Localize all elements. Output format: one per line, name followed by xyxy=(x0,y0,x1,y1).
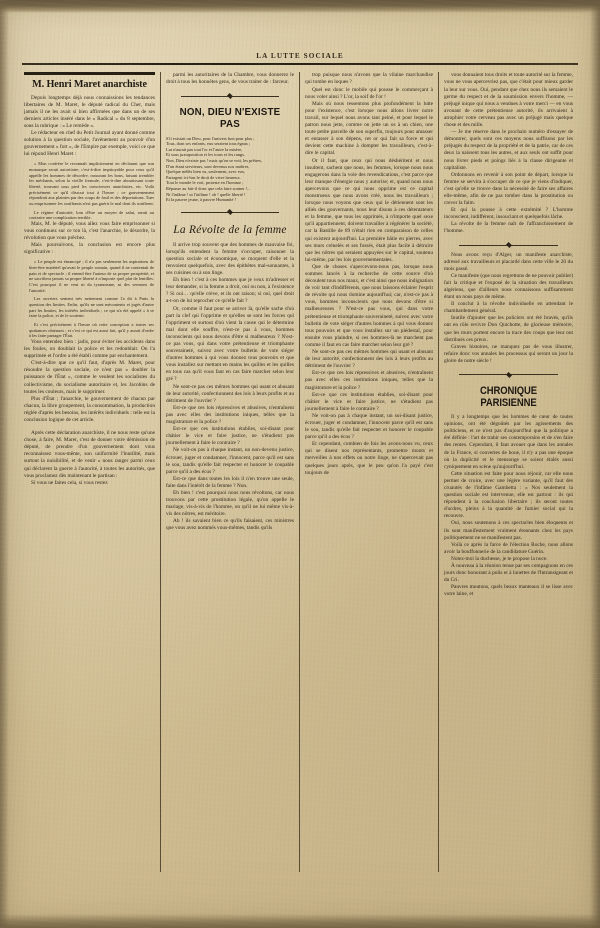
column-3 xyxy=(300,72,439,872)
body-paragraph: Est-ce que ces lois répressives et abusives, n'entraînent pas avec elles des institutions iniques, telles que la magistrature et la police ? xyxy=(166,404,294,426)
body-paragraph: vous donnaient tous droits et toute autorité sur la femme, vous ne vous apercevriez pas, que c'était pour mieux garder la leur sur vous. Oui, pendant que chez nous ils semaient le germe du respect et de la soumission envers l'homme, — préjugé inique qui nous a vendues à votre merci — en vous avouant de cette prétentieuse autorité, ils arrivaient à atrophier votre cerveau pas avec un préjugé mais quelque chose et des mille. xyxy=(444,72,573,129)
body-paragraph: Mais où nous ressentons plus profondément la lutte pour l'existence, c'est lorsque nous allons livrer notre travail, sur lequel nous avons tant peiné, et pour lequel le patron nous jette, comme on jette un os à un chien, une toute petite parcelle de son superflu, toujours pour amasser et entasser à son dépens, cet or qui fait sa force et qui devient cette machine à dompter les travailleurs, c'est-à-dire le capital. xyxy=(305,100,433,157)
body-paragraph: Ne sont-ce pas ces mêmes hommes qui usant et abusant de leur autorité, confectionnent des lois à leurs profits et au détriment de l'ouvrier ? xyxy=(166,383,294,404)
blockquote xyxy=(29,161,155,206)
body-paragraph: Il arrive trop souvent que des hommes de mauvaise foi, lorsqu'ils entendent la femme s'occuper, raisonner la question sociale et économique, se moquent d'elle et la renvoient quelquefois, avec des épithètes mal-sonnantes, à ses cuisines ou à son linge. xyxy=(166,241,294,277)
blockquote-text: « Mon confrère le reconnaît implicitement en déclarant que son monarque serait autoritaire, c'est-à-dire impitoyable pour ceux qu'il appelle les hommes de désordre, rassurant les bons, faisant trembler les méchants, selon la vieille formule, c'est-à-dire aboutissant toute liberté, trouvant sous pied les consciences anarchistes, etc. Voilà précisément ce qu'il dissout tout à l'heure ; ce gouvernement répondrait aux plaintes par des coups de fusil et des déportations. Tuer ou emprisonner les souffrants n'est pas guérir le mal dont ils souffrent. xyxy=(29,161,154,207)
column-container xyxy=(22,72,578,872)
blockquote-text: Et c'est précisément à l'heure où cette conception a toutes ses quittances obtenues ; et c'est ce qui est aussi fait, qu'il y aurait d'ordre à les faire partager l'État. xyxy=(29,322,154,339)
page-content xyxy=(22,0,578,872)
blockquote xyxy=(29,210,155,221)
body-paragraph: Ne voit-on pas à chaque instant, un soi-disant justice, écrouer, juger et condamner, l'innocent parce qu'il est sans le sou, tandis qu'elle fait respecter et honorer le coupable parce qu'il a des écus ? xyxy=(305,412,433,441)
poem-line: S'il existait un Dieu, pour l'univers bon pour plus ; xyxy=(166,135,255,141)
section-rule xyxy=(24,72,155,74)
body-paragraph: Est-ce que ces institutions établies, soi-disant pour châtier le vice et faire justice, ne s'étudient pas journellement à faire le contraire ? xyxy=(166,426,294,447)
poem-line: D'un étant serviteurs, sont devenus nos maîtres, xyxy=(166,163,250,169)
body-paragraph: Ne sont-ce pas ces mêmes hommes qui usant et abusant de leur autorité, confectionnent des lois à leurs profits au détriment de l'ouvrier ? xyxy=(305,349,433,370)
body-paragraph: Et cependant, combien de fois les avons-nous vu, ceux qui se disent nos représentants, promettre monts et merveilles à nos effets ou notre linge, ne s'apercevait pas quelques jours après, que le peu qu'on l'a payé c'est toujours de xyxy=(305,441,433,476)
headline-maret: M. Henri Maret anarchiste xyxy=(32,78,147,90)
body-paragraph: Graves histoires, ne manquez pas de vous illustrer, refaire donc vos annales les processus qui seront un jour la gloire de notre siècle ! xyxy=(444,343,573,364)
poem-line: Tous, dont ses enfants, eux seraient tous égaux ; xyxy=(166,141,251,147)
body-paragraph: Inutile d'ajouter que les policiers ont été bravés, qu'ils ont en rôle revivre Don Quichotte, de glorieuse mémoire, que les murs portent encore la trace des coups que leur ont distribués ces preux. xyxy=(444,315,573,343)
body-paragraph: Nous avons reçu d'Alger, un manifeste anarchiste, adressé aux travailleurs et placardé dans cette ville le 20 du mois passé. xyxy=(444,251,573,272)
masthead-rule xyxy=(22,63,578,65)
poem-line: Quelque mêlés bien vu, seulement, avec eux, xyxy=(166,169,246,175)
poem-line: Partagent ici-bas le droit de vivre heureux. xyxy=(166,174,241,180)
body-paragraph: La révolte de la femme naît de l'affranchissement de l'homme. xyxy=(444,221,573,235)
body-paragraph: Après cette déclaration anarchiste, il ne nous reste qu'une chose, à faire, M. Maret, c'est de donner votre démission de député, de prendre d'un gouvernement dont vous reconnaissez vous-même, son uniformité l'inutilité, mais surtout la nuisibilité, et de venir « nous ranger parmi ceux qui déclarent la guerre à l'autorité, à toutes les autorités, que vous proclamez dès maintenant le partisan : xyxy=(24,430,155,479)
column-2 xyxy=(161,72,300,872)
body-paragraph: Oui, nous soutenons à ces spectacles bien éloquents et ils sont manifestement vraiment étonnants chez les pays politiquement ne se manifestent pas. xyxy=(444,520,573,541)
poem-line: Et sous juxtaposition et les tours et les rangs. xyxy=(166,152,245,158)
body-paragraph: À nouveau à la réunion tenue par ses compagnons en ces jours donc honorant à polis et à lunettes de l'Intransigeant et du Cri. xyxy=(444,563,573,584)
column-1 xyxy=(22,72,161,872)
blockquote xyxy=(29,259,155,293)
poem-line: Tout le monde le voit, proteste en l'homme ; xyxy=(166,180,244,186)
body-paragraph: Le rédacteur en chef du Petit Journal ayant donné comme solution à la question sociale, l'avènement au pouvoir d'un gouvernement « fort », de l'Empire par exemple, voici ce que lui répond Henri Maret : xyxy=(24,130,155,158)
body-paragraph: C'est-à-dire que ce qu'il faut, d'après M. Maret, pour résoudre la question sociale, ce n'est pas « doubler la puissance de l'État », comme le veulent les socialistes du collectivisme, du socialisme autoritaire et, les Jacobins de toutes les couleurs, mais le supprimer. xyxy=(24,360,155,395)
ornament-divider xyxy=(444,370,573,379)
body-paragraph: Voilà ce après la farce de l'élection Roche, nous allons avoir la bouffonnerie de la candidature Guérin. xyxy=(444,541,573,555)
body-paragraph: Mais poursuivons, la conclusion est encore plus significative : xyxy=(24,242,155,256)
body-paragraph: Est-ce que ces lois répressives et abusives, n'entraînent pas avec elles ces institutions iniques, telles que la magistrature et la police ? xyxy=(305,370,433,391)
ornament-divider xyxy=(166,208,294,217)
body-paragraph: Vous entendez bien : jadis, pour éviter les accidents dans les foules, on doublait la police et les redoublait. On l'a supprimée et l'ordre a été établi comme par enchantement. xyxy=(24,338,155,360)
body-paragraph: Il conclut à la révolte individuelle en attendant le chambardement général. xyxy=(444,301,573,315)
body-paragraph: Ne voit-on pas à chaque instant, un non-devenu justice, écrouer, juger et condamner, l'innocent, parce qu'il est sans le sou, tandis qu'elle fait respecter et honorer le coupable parce qu'il a des écus ? xyxy=(166,447,294,475)
blockquote-text: Le régime d'autorité, loin d'être un moyen de salut, serait au contraire une complication terrible. xyxy=(29,209,154,221)
body-paragraph: Or il faut, que ceux qui nous déshéritent et nous insultent, sachent que nous, les femmes, lorsque nous nous engagerons dans la voie des revendications, c'est parce que leur manque d'énergie nous y autorise; et, quand nous nous apercevons que ce qui nous opprime est ce capital monstrueux que nous avons créé, nous les travailleurs ; lorsque nous voyons que ceux qui le détiennent sont les alliés des gouvernants, nous leur disons à ces détentateurs et la femme, que tous les opprimés, à n'importe quel sexe qu'il appartiennent, doivent travailler à régénérer la société, car la Bastille de 89 n'était rien en comparaison de celles qui existent aujourd'hui. La première bâtie en pierres, avec ses murs crénelés et ses fossés, était plus facile à détruire que les nôtres qui seraient appuyées sur le capital, soutenu lui-même, par les lois gouvernementales. xyxy=(305,157,433,263)
ornament-divider xyxy=(166,92,294,101)
body-paragraph: Il y a longtemps que les hommes de cœur de toutes opinions, ont été dégoûtés par les agissements des politiciens, et ce n'est pas d'aujourd'hui que la politique a été définie : l'art de trahir ses contemporains et de s'en faire des rentes. Cependant, il faut avouer que dans les annales de la France, si couvertes de boue, il n'y a pas une époque où la duplicité et le mensonge se soient étalés aussi cyniquement en scène qu'aujourd'hui. xyxy=(444,414,573,470)
body-paragraph: Cette situation est faite pour nous réjouir, car elle nous permet de croire, avec une légère variante, qu'il faut des cruautés de l'infâme Gambetta : « Nos seulement la question sociale est intervenue, elle est partout : ils qui répondent à la conclusion libertaire ; ils seront toutes d'ordres, pleins à la quantité de fumier social qui la recouvre. xyxy=(444,470,573,520)
blockquote xyxy=(29,296,155,319)
scan-edge-right xyxy=(590,0,600,928)
poem-line: Réponse au fait-il donc que cela faire sonner !... xyxy=(166,185,251,191)
body-paragraph: parmi les autoritaires de la Chambre, vous donnerez le droit à tous les honnêtes gens, de vous traiter de : farceur. xyxy=(166,72,294,86)
body-paragraph: trop puisque nous n'avons que la vilaine marchandise qui tombe en loques ? xyxy=(305,72,433,86)
body-paragraph: Or, comme il faut pour se arriver là, qu'elle sache d'où part la clef qui l'opprime et qu'elles se sont les forces qui l'oppriment et surtout d'où vient la cause qui le détermine mal dont elle souffre, n'est-ce pas à vous, hommes inconscients qui nous devons d'être si malheureux ? N'est-ce pas vous, qui dans votre prétentieuse et triomphante souveraineté, suivez avec votre bulletin de vote siéger d'autres hommes à qui vous donnez tous pouvoirs et que vous installez sur mettant en mains les quilles et les quilles en tous cas qu'il vous faut en cas faire marcher selon leur gré ? xyxy=(166,305,294,383)
body-paragraph: Est-ce que dans toutes les lois il n'en trouve une seule, faite dans l'intérêt de la femme ? Non. xyxy=(166,475,294,489)
poem-line: Non, Dieu n'existe pas ! mais qu'on se voit, les prêtres, xyxy=(166,157,263,163)
body-paragraph: Est-ce que ces institutions établies, soi-disant pour châtier le vice et faire justice, ne s'étudient pas journellement à faire le contraire ? xyxy=(305,391,433,412)
body-paragraph: — Je me réserve dans le prochain numéro d'essayer de démontrer, quels sont ces moyens nous suffisons par les préjugés du respect de la propriété et de la patrie, car de ces deux la naissent tous les autres, et aux seuls ont suffit pour nous livrer pieds et poings liés à la classe dirigeante et capitaliste. xyxy=(444,129,573,171)
blockquote-text: Les ouvriers sentent très nettement comme l'a dit à Paris la question des limites. Enfin, qu'ils ne sont mécontents et jugés d'autre part les limites, les intérêts individuels ; ce qui n'a été appelé « à se faire la police, et de le soutenir. xyxy=(29,296,154,319)
blockquote xyxy=(29,322,155,339)
poem-line: Ni l'infâme ! ni l'infâme ! oh ! quelle liberté ! xyxy=(166,191,246,197)
body-paragraph: Ah ! ils savaient bien ce qu'ils faisaient, ces ministres que vous avez nommés vous-mêmes, tandis qu'ils xyxy=(166,518,294,532)
body-paragraph: Quel est donc le mobile qui pousse le commerçant à nous voler ainsi ? L'or, la soif de l'or ! xyxy=(305,86,433,100)
poem-stanza xyxy=(166,136,294,203)
body-paragraph: Ce manifeste (que nous regrettons de ne pouvoir publier) fait la critique et l'exposé de la situation des travailleurs algériens, que d'ailleurs nous connaissons suffisamment étant un nous pays de même. xyxy=(444,272,573,301)
body-paragraph: Si vous ne faites cela, si vous restez xyxy=(31,479,108,486)
body-paragraph: Plus d'État ; l'anarchie, le gouvernement de chacun par chacun, la libre groupement, la consommation, la production réglée d'après les besoins, les intérêts individuels : telle est la conclusion logique de cet article. xyxy=(24,395,155,424)
body-paragraph: Et qui la pousse à cette extrémité ? L'homme inconscient, indifférent, insouciant et quelquefois lâche. xyxy=(444,207,573,221)
headline-chronique: CHRONIQUE PARISIENNE xyxy=(479,385,538,410)
column-4 xyxy=(439,72,578,872)
body-paragraph: Que de choses s'apercevons-nous pas, lorsque nous sommes lancés à la recherche de cette source d'où découlent tous nos maux, et c'est ainsi que nous indignation de voir tant d'indifférents, que nous laissons éclairer l'esprit de révolte qui nous domine aujourd'hui; car, n'est-ce pas à vous, hommes inconscients que nous devons d'être si malheureuses ? N'est-ce pas vous, qui dans votre prétentieuse et triomphante souveraineté, suivez avec votre bulletin de vote siéger d'autres hommes à qui vous donnez tous pouvoirs et que vous installez sur un piédestal, pour ensuite vous plaindre, si ces hommes-là ne marchent pas comme il faut en cas faire marcher selon leur gré ? xyxy=(305,263,433,348)
body-paragraph: Depuis longtemps déjà nous connaissions les tendances libertaires de M. Maret, le député radical du Cher, mais jamais il ne les avait si bien affirmées que dans un de ses derniers articles inséré dans le « Radical » du 8 septembre, sous la rubrique : « Le remède ». xyxy=(24,94,155,129)
body-paragraph: Eh bien ! c'est à ces hommes que je veux m'adresser et leur demander, si la femme a droit, oui ou non, à l'existence ? Si oui… qu'elle crève, et ils ont raison; si oui, quel droit a-t-on de lui reprocher ce qu'elle fait ? xyxy=(166,277,294,305)
scan-edge-bottom xyxy=(0,914,600,928)
poem-line: Lui n'aurait pas tout l'or et l'autre la misère, xyxy=(166,146,243,152)
headline-revolte: La Révolte de la femme xyxy=(173,223,287,236)
body-paragraph: Pauvres moutons, quels beaux manteaux il se lisse avec votre laine, et xyxy=(444,584,573,598)
blockquote-text: « Le peuple est émancipé ; il n'a pas seulement les aspirations de bien-être matériel qu'avait le peuple romain, quand il ne contentait de pain et de spectacle ; il entend être l'auteur de sa propre prospérité, et ne sacrifiera jamais sa propre liberté à n'importe quel plat de lentilles. C'est pourquoi il ne veut ni du tyrannisme, ni des sermons de l'autorité. xyxy=(29,259,154,293)
body-paragraph: Notez-moi la duchesse, je te propose la noce. xyxy=(451,555,548,562)
body-paragraph: Ordonnons en revenir à son point de départ, lorsque la femme se servira à s'occuper de ce que je viens d'indiquer, c'est qu'elle se trouve dans la nécessité de faire ses affaires elle-même, afin de ne pas tomber dans la prostitution ou crever la faim. xyxy=(444,171,573,207)
page-title: LA LUTTE SOCIALE xyxy=(256,52,344,60)
headline-dieu: NON, DIEU N'EXISTE PAS xyxy=(179,106,281,130)
body-paragraph: Mais, M. le député, vous allez vous faire emprisonner si vous continuez sur ce ton là, c'est l'anarchie, le désordre, la révolution que vous prêchez. xyxy=(24,220,155,242)
poem-line: Et la pauvre jeune, à pauvre Humanité ! xyxy=(166,197,236,203)
scan-edge-left xyxy=(0,0,9,928)
body-paragraph: Eh bien ! c'est pourquoi nous nous révoltons, car nous trouvons par cette prostitution légale, qu'on appelle le mariage, vis-à-vis de l'homme, on qu'il ne lui même vis-à-vis des nôtres, est méritoire. xyxy=(166,489,294,518)
ornament-divider xyxy=(444,241,573,250)
